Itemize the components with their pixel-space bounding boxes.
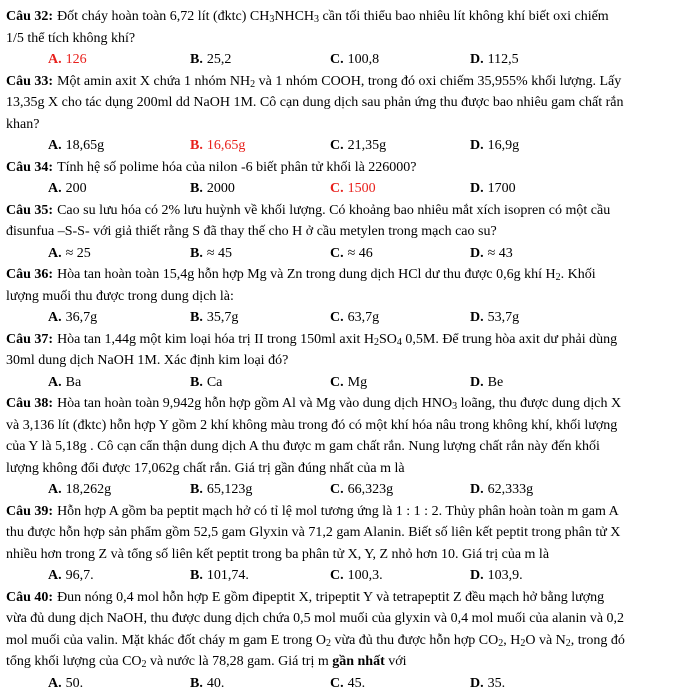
- text-run: Một amin axit X chứa 1 nhóm NH: [57, 73, 251, 89]
- question-text-line: [6, 221, 700, 242]
- option-label: A.: [48, 138, 62, 153]
- answer-options: [0, 372, 700, 393]
- option-label: B.: [190, 482, 203, 497]
- answer-option-c[interactable]: [330, 49, 379, 70]
- answer-option-b[interactable]: [190, 178, 235, 199]
- answer-option-a[interactable]: [48, 372, 81, 393]
- question-text-line: [6, 458, 700, 479]
- option-text: 2000: [206, 181, 235, 196]
- answer-options: [0, 135, 700, 156]
- answer-option-b[interactable]: [190, 243, 232, 264]
- option-label: D.: [470, 138, 484, 153]
- question-number: Câu 36:: [6, 267, 54, 282]
- option-label: B.: [190, 310, 203, 325]
- subscript: 2: [250, 78, 256, 90]
- subscript: 2: [373, 336, 379, 348]
- option-text: 63,7g: [347, 310, 380, 325]
- option-label: C.: [330, 138, 344, 153]
- question-text-line: [6, 28, 700, 49]
- answer-options: [0, 49, 700, 70]
- question-text-line: [6, 501, 700, 522]
- option-label: B.: [190, 568, 203, 583]
- answer-option-c[interactable]: [330, 307, 379, 328]
- subscript: 2: [498, 637, 504, 649]
- text-run: tổng khối lượng của CO: [6, 654, 142, 669]
- option-text: Be: [487, 374, 504, 390]
- answer-option-b[interactable]: [190, 479, 252, 500]
- option-text: 50.: [65, 675, 84, 691]
- text-run: Hòa tan 1,44g một kim loại hóa trị II trong 150ml axit H: [57, 331, 374, 347]
- option-text: 35,7g: [206, 310, 239, 325]
- option-label: D.: [470, 374, 484, 390]
- option-text: 62,333g: [487, 482, 534, 497]
- question-text-line: [6, 286, 700, 307]
- option-text: 103,9.: [487, 568, 523, 583]
- question-text-line: [6, 544, 700, 565]
- subscript: 2: [141, 659, 147, 670]
- answer-option-a[interactable]: [48, 565, 94, 586]
- question-text-line: [6, 200, 700, 221]
- option-text: 126: [65, 52, 87, 67]
- answer-option-c[interactable]: [330, 479, 393, 500]
- text-run: 0,5M. Để trung hòa axit dư phải dùng: [401, 331, 618, 347]
- answer-options: [0, 307, 700, 328]
- option-label: B.: [190, 245, 203, 261]
- option-text: 18,65g: [65, 138, 105, 153]
- answer-option-b[interactable]: [190, 565, 249, 586]
- answer-option-d[interactable]: [470, 372, 503, 393]
- text-run: cần tối thiểu bao nhiêu lít không khí biết oxi chiếm: [319, 9, 609, 24]
- answer-option-c[interactable]: [330, 673, 365, 694]
- option-text: 35.: [487, 675, 506, 691]
- question-text-line: [6, 630, 700, 651]
- answer-option-d[interactable]: [470, 49, 519, 70]
- option-label: D.: [470, 482, 484, 497]
- subscript: 2: [565, 637, 571, 649]
- question-text-line: [6, 264, 700, 285]
- option-text: 200: [65, 181, 87, 196]
- option-text: 65,123g: [206, 482, 253, 497]
- answer-option-b[interactable]: [190, 372, 222, 393]
- option-label: B.: [190, 675, 203, 691]
- text-run: . Khối: [560, 267, 596, 282]
- question-text-line: [6, 6, 700, 27]
- answer-option-a[interactable]: [48, 479, 111, 500]
- question-number: Câu 32:: [6, 9, 54, 24]
- option-label: C.: [330, 245, 344, 261]
- text-run: vừa đủ dung dịch NaOH, thu được dung dịch chứa 0,5 mol muối của glyxin và 0,4 mol muối của alanin và 0,2: [6, 611, 625, 626]
- option-label: A.: [48, 181, 62, 196]
- text-run: lượng muối thu được trong dung dịch là:: [6, 288, 234, 304]
- option-text: 100,3.: [347, 568, 383, 583]
- option-text: Ba: [65, 374, 82, 390]
- text-run: của Y là 5,18g . Cô cạn cẩn thận dung dịch A thu được m gam chất rắn. Nung lượng chất rắn này đến khối: [6, 439, 600, 454]
- text-run: Cao su lưu hóa có 2% lưu huỳnh về khối lượng. Có khoảng bao nhiêu mắt xích isopren có một cầu: [57, 202, 611, 218]
- option-text: ≈ 43: [487, 245, 513, 261]
- option-text: Mg: [347, 374, 368, 390]
- answer-options: [0, 673, 700, 694]
- option-text: 16,65g: [206, 138, 246, 153]
- option-label: C.: [330, 482, 344, 497]
- text-run: Hỗn hợp A gồm ba peptit mạch hở có tỉ lệ mol tương ứng là 1 : 1 : 2. Thủy phân hoàn toàn m gam A: [57, 503, 619, 519]
- answer-option-d[interactable]: [470, 178, 516, 199]
- answer-option-c[interactable]: [330, 135, 386, 156]
- text-run: 1/5 thể tích không khí?: [6, 30, 136, 46]
- option-label: B.: [190, 138, 203, 153]
- question-text-line: [6, 329, 700, 350]
- question-number: Câu 33:: [6, 73, 54, 89]
- answer-option-a[interactable]: [48, 135, 104, 156]
- answer-options: [0, 479, 700, 500]
- answer-option-a[interactable]: [48, 49, 87, 70]
- option-text: 66,323g: [347, 482, 394, 497]
- text-run: 13,35g X cho tác dụng 200ml dd NaOH 1M. Cô cạn dung dịch sau phản ứng thu được bao nhiêu gam chất rắn: [6, 95, 624, 110]
- text-run: lượng không đổi được 17,062g chất rắn. Giá trị gần đúng nhất của m là: [6, 460, 405, 476]
- option-label: A.: [48, 374, 62, 390]
- question-number: Câu 38:: [6, 396, 54, 411]
- question-text-line: [6, 393, 700, 414]
- question-text-line: [6, 651, 700, 672]
- text-run: và nước là 78,28 gam. Giá trị m: [146, 654, 333, 669]
- question-text-line: [6, 436, 700, 457]
- answer-options: [0, 243, 700, 264]
- option-label: A.: [48, 245, 62, 261]
- text-run: , trong đó: [570, 632, 625, 648]
- option-text: 40.: [206, 675, 225, 691]
- answer-option-a[interactable]: [48, 307, 97, 328]
- question-text-line: [6, 587, 700, 608]
- question-text-line: [6, 522, 700, 543]
- text-run: mol muối của valin. Mặt khác đốt cháy m gam E trong O: [6, 632, 326, 648]
- option-text: 1700: [487, 181, 516, 196]
- answer-option-b[interactable]: [190, 307, 238, 328]
- answer-option-c[interactable]: [330, 565, 383, 586]
- option-label: D.: [470, 52, 484, 67]
- option-label: D.: [470, 181, 484, 196]
- option-text: 36,7g: [65, 310, 98, 325]
- option-label: B.: [190, 52, 203, 67]
- text-run: NHCH: [274, 9, 315, 24]
- answer-option-c[interactable]: [330, 178, 376, 199]
- question-number: Câu 34:: [6, 159, 54, 175]
- option-label: C.: [330, 675, 344, 691]
- option-text: 16,9g: [487, 138, 520, 153]
- text-run: và 1 nhóm COOH, trong đó oxi chiếm 35,955% khối lượng. Lấy: [255, 73, 622, 89]
- subscript: 3: [314, 14, 320, 25]
- option-text: 25,2: [206, 52, 232, 67]
- option-label: B.: [190, 181, 203, 196]
- text-run: O và N: [525, 632, 566, 648]
- option-text: ≈ 45: [206, 245, 233, 261]
- question-text-line: [6, 350, 700, 371]
- option-label: A.: [48, 52, 62, 67]
- text-run: Đốt cháy hoàn toàn 6,72 lít (đktc) CH: [57, 9, 270, 24]
- question-number: Câu 39:: [6, 503, 54, 519]
- answer-option-b[interactable]: [190, 49, 231, 70]
- text-run: thu được hỗn hợp sản phẩm gồm 52,5 gam Glyxin và 71,2 gam Alanin. Biết số liên kết peptit trong phân tử X: [6, 525, 621, 540]
- option-label: D.: [470, 245, 484, 261]
- option-text: ≈ 46: [347, 245, 373, 261]
- text-run: vừa đủ thu được hỗn hợp CO: [330, 632, 499, 648]
- option-label: C.: [330, 181, 344, 196]
- answer-option-d[interactable]: [470, 479, 533, 500]
- text-run: với: [384, 654, 407, 669]
- emphasis-text: gần nhất: [332, 654, 385, 669]
- text-run: và 3,136 lít (đktc) hỗn hợp Y gồm 2 khí không màu trong đó có một khí hóa nâu trong không khí, khối lượng: [6, 417, 618, 433]
- answer-option-d[interactable]: [470, 135, 519, 156]
- answer-option-c[interactable]: [330, 243, 373, 264]
- answer-option-d[interactable]: [470, 243, 513, 264]
- question-text-line: [6, 415, 700, 436]
- option-text: Ca: [206, 374, 223, 390]
- answer-option-d[interactable]: [470, 307, 519, 328]
- question-text-line: [6, 114, 700, 135]
- option-text: 101,74.: [206, 568, 249, 583]
- text-run: Hòa tan hoàn toàn 9,942g hỗn hợp gồm Al và Mg vào dung dịch HNO: [57, 396, 453, 411]
- question-text-line: [6, 92, 700, 113]
- option-text: 100,8: [347, 52, 380, 67]
- answer-option-b[interactable]: [190, 135, 245, 156]
- option-label: A.: [48, 310, 62, 325]
- option-label: C.: [330, 310, 344, 325]
- question-number: Câu 40:: [6, 589, 54, 605]
- text-run: đisunfua –S-S- với giả thiết rằng S đã thay thế cho H ở cầu metylen trong mạch cao su?: [6, 224, 497, 239]
- option-text: 53,7g: [487, 310, 520, 325]
- text-run: SO: [378, 331, 397, 347]
- answer-option-b[interactable]: [190, 673, 224, 694]
- text-run: Tính hệ số polime hóa của nilon -6 biết phân tử khối là 226000?: [57, 159, 417, 175]
- option-label: C.: [330, 568, 344, 583]
- subscript: 2: [325, 637, 331, 649]
- option-label: C.: [330, 374, 344, 390]
- text-run: , H: [503, 632, 521, 648]
- option-text: 1500: [347, 181, 376, 196]
- option-text: 21,35g: [347, 138, 387, 153]
- option-label: A.: [48, 675, 62, 691]
- answer-options: [0, 178, 700, 199]
- answer-option-d[interactable]: [470, 673, 505, 694]
- question-text-line: [6, 157, 700, 178]
- text-run: loãng, thu được dung dịch X: [457, 396, 622, 411]
- question-text-line: [6, 71, 700, 92]
- answer-option-a[interactable]: [48, 178, 87, 199]
- text-run: Đun nóng 0,4 mol hỗn hợp E gồm đipeptit X, tripeptit Y và tetrapeptit Z đều mạch hở bằng lượng: [57, 589, 605, 605]
- option-label: D.: [470, 310, 484, 325]
- answer-option-a[interactable]: [48, 243, 91, 264]
- subscript: 2: [555, 272, 561, 283]
- option-label: A.: [48, 482, 62, 497]
- question-number: Câu 37:: [6, 331, 54, 347]
- text-run: nhiều hơn trong Z và tổng số liên kết peptit trong ba phân tử X, Y, Z nhỏ hơn 10. Giá trị của m là: [6, 546, 550, 562]
- option-text: 96,7.: [65, 568, 94, 583]
- option-text: 112,5: [487, 52, 519, 67]
- option-label: B.: [190, 374, 203, 390]
- answer-options: [0, 565, 700, 586]
- answer-option-d[interactable]: [470, 565, 523, 586]
- text-run: Hòa tan hoàn toàn 15,4g hỗn hợp Mg và Zn trong dung dịch HCl dư thu được 0,6g khí H: [57, 267, 556, 282]
- subscript: 2: [520, 637, 526, 649]
- option-label: D.: [470, 675, 484, 691]
- text-run: 30ml dung dịch NaOH 1M. Xác định kim loại đó?: [6, 353, 289, 368]
- question-text-line: [6, 608, 700, 629]
- subscript: 3: [269, 14, 275, 25]
- option-text: 45.: [347, 675, 366, 691]
- option-text: 18,262g: [65, 482, 112, 497]
- subscript: 4: [396, 336, 402, 348]
- answer-option-a[interactable]: [48, 673, 83, 694]
- option-label: D.: [470, 568, 484, 583]
- subscript: 3: [452, 401, 458, 412]
- answer-option-c[interactable]: [330, 372, 367, 393]
- option-label: A.: [48, 568, 62, 583]
- option-label: C.: [330, 52, 344, 67]
- option-text: ≈ 25: [65, 245, 91, 261]
- question-number: Câu 35:: [6, 202, 54, 218]
- text-run: khan?: [6, 116, 40, 132]
